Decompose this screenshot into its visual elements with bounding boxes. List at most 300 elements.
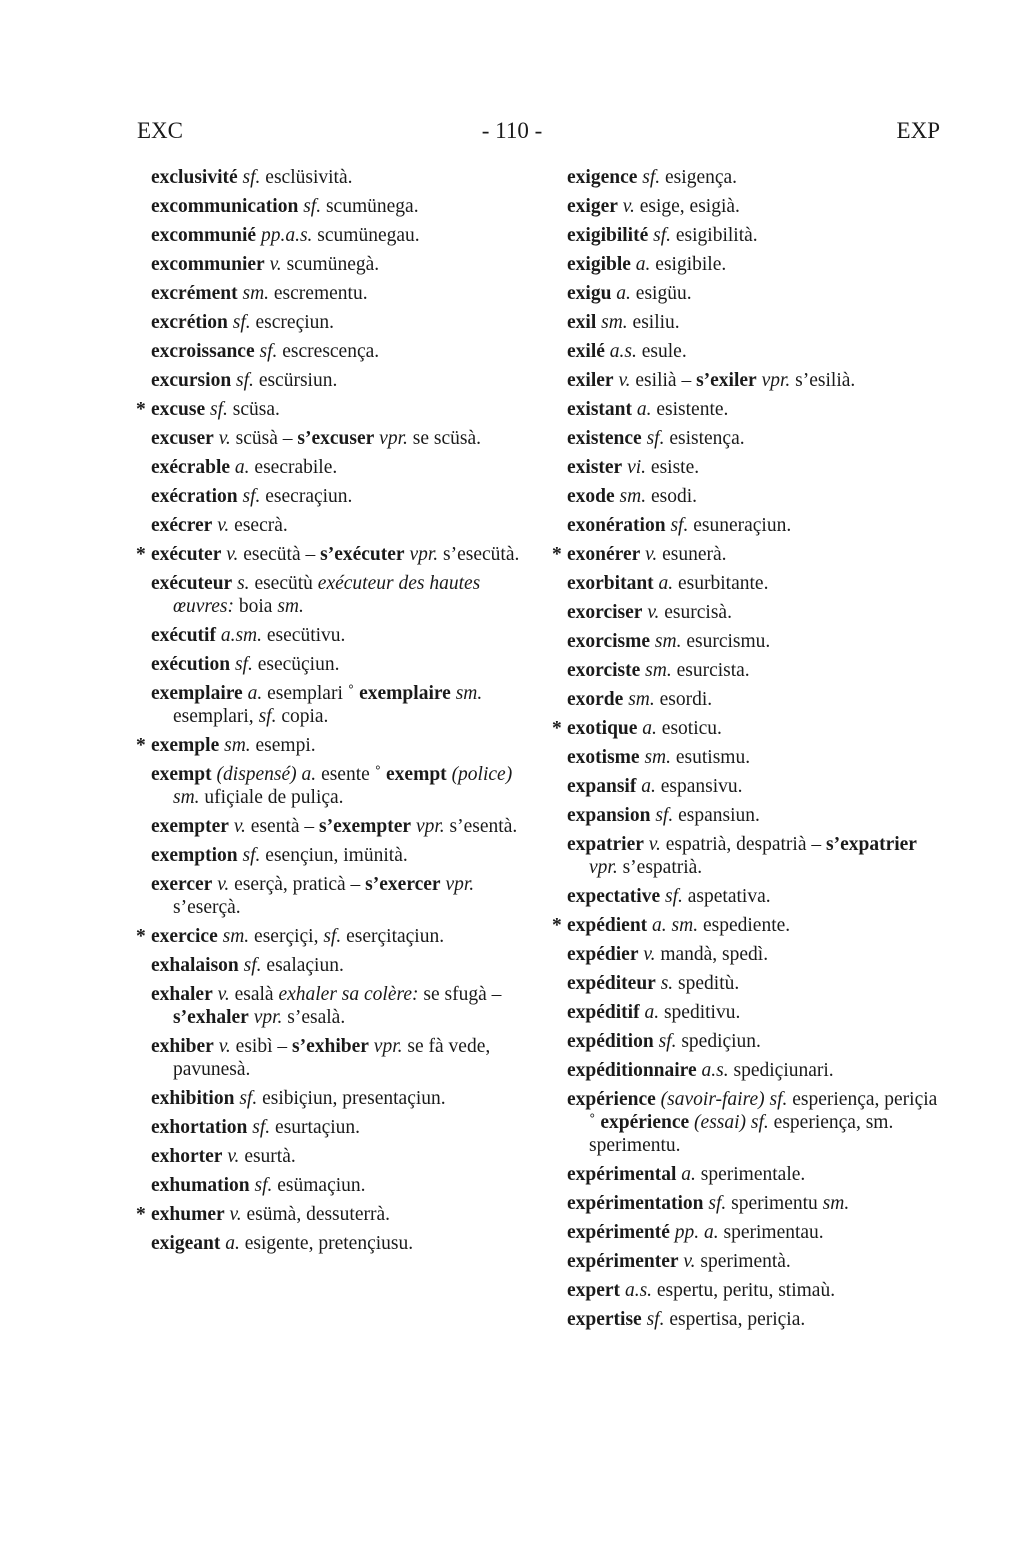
headword: s’exhiber	[292, 1036, 369, 1057]
right-column	[552, 163, 945, 1334]
headword: excrément	[151, 283, 238, 304]
translation: esilià	[635, 370, 677, 391]
dictionary-entry	[567, 969, 945, 998]
translation: esecütà	[243, 544, 301, 565]
grammar-label: s.	[660, 973, 674, 994]
translation: esodi.	[650, 486, 697, 507]
headword: expansion	[567, 805, 651, 826]
translation: s’eserçà.	[173, 897, 241, 918]
translation: boia	[238, 596, 273, 617]
translation: escrementu.	[273, 283, 368, 304]
dictionary-entry	[151, 621, 523, 650]
translation: esigente, pretençiusu.	[244, 1233, 414, 1254]
grammar-label: sm.	[645, 660, 672, 681]
grammar-label: sm.	[222, 926, 250, 947]
headword: exilé	[567, 341, 605, 362]
translation: scumünegau.	[317, 225, 420, 246]
dictionary-entry	[567, 1305, 945, 1334]
dictionary-entry	[151, 650, 523, 679]
grammar-label: sf.	[303, 196, 322, 217]
grammar-label: sm.	[277, 596, 304, 617]
translation: esuneraçiun.	[693, 515, 792, 536]
dictionary-entry	[136, 731, 523, 760]
translation: scumünega.	[325, 196, 419, 217]
headword: exotisme	[567, 747, 640, 768]
entry-star-mark: *	[552, 544, 562, 565]
grammar-label: sf.	[258, 706, 277, 727]
grammar-label: sf.	[259, 341, 278, 362]
entry-star-mark: *	[552, 915, 562, 936]
headword: exister	[567, 457, 623, 478]
headword: s’excuser	[297, 428, 375, 449]
dictionary-entry	[567, 940, 945, 969]
grammar-label: sf.	[242, 845, 261, 866]
dictionary-entry	[151, 760, 523, 812]
grammar-label: sm.	[619, 486, 647, 507]
headword: exode	[567, 486, 615, 507]
headword: excursion	[151, 370, 232, 391]
grammar-label: pp.a.s.	[260, 225, 313, 246]
headword: excommunier	[151, 254, 265, 275]
headword: excuser	[151, 428, 214, 449]
translation: esecüçiun.	[257, 654, 340, 675]
headword: exhalaison	[151, 955, 239, 976]
translation: esurcisà.	[664, 602, 732, 623]
headword: expectative	[567, 886, 661, 907]
dictionary-entry	[567, 1276, 945, 1305]
grammar-label: (police) sm.	[173, 764, 513, 808]
dictionary-entry	[567, 192, 945, 221]
grammar-label: exécuteur des hautes œuvres:	[173, 573, 481, 617]
headword: exécrer	[151, 515, 213, 536]
headword: exemplaire	[151, 683, 243, 704]
headword: exorbitant	[567, 573, 654, 594]
grammar-label: sf.	[210, 399, 228, 420]
dictionary-entry	[567, 743, 945, 772]
headword: exempt	[386, 764, 447, 785]
translation: escrescença.	[282, 341, 380, 362]
grammar-label: sf.	[254, 1175, 273, 1196]
dictionary-entry	[567, 279, 945, 308]
translation: eserçiçi,	[254, 926, 319, 947]
grammar-label: v.	[683, 1251, 696, 1272]
dictionary-entry: exhaler v. esalà exhaler sa colère: se sfugà – s’exhaler vpr. s’esalà.	[151, 984, 502, 1028]
dictionary-entry	[151, 279, 523, 308]
grammar-label: v.	[643, 944, 656, 965]
grammar-label: a.	[234, 457, 250, 478]
translation: esümaçiun.	[277, 1175, 366, 1196]
grammar-label: sf.	[646, 428, 665, 449]
headword: exigence	[567, 167, 638, 188]
headword: existence	[567, 428, 642, 449]
translation: esiliu.	[632, 312, 680, 333]
translation: esclüsività.	[265, 167, 353, 188]
translation: esempi.	[255, 735, 316, 756]
headword: expédier	[567, 944, 639, 965]
headword: exécuter	[151, 544, 222, 565]
translation: esemplari,	[173, 706, 254, 727]
grammar-label: sf.	[658, 1031, 677, 1052]
headword: expérimenté	[567, 1222, 670, 1243]
headword: exigu	[567, 283, 612, 304]
grammar-label: sm.	[628, 689, 655, 710]
translation: scüsa.	[232, 399, 280, 420]
grammar-label: (essai) sf.	[694, 1112, 769, 1133]
translation: escreçiun.	[255, 312, 335, 333]
dictionary-entry	[151, 308, 523, 337]
dictionary-entry	[567, 482, 945, 511]
translation: espertu, peritu, stimaù.	[656, 1280, 836, 1301]
translation: scüsà	[235, 428, 278, 449]
headword: exercer	[151, 874, 213, 895]
dictionary-entry	[567, 453, 945, 482]
grammar-label: vpr.	[589, 857, 618, 878]
grammar-label: a.	[616, 283, 631, 304]
translation: sperimentu	[731, 1193, 818, 1214]
translation: espertisa, periçia.	[669, 1309, 806, 1330]
left-column	[136, 163, 523, 1258]
translation: esule.	[641, 341, 687, 362]
headword: exorciser	[567, 602, 643, 623]
grammar-label: vpr.	[445, 874, 475, 895]
headword: exemple	[151, 735, 220, 756]
translation: espansiun.	[678, 805, 760, 826]
headword: exécration	[151, 486, 238, 507]
translation: esalaçiun.	[266, 955, 344, 976]
dictionary-entry	[567, 569, 945, 598]
headword: exorciste	[567, 660, 641, 681]
dictionary-entry	[151, 1142, 523, 1171]
headword: expert	[567, 1280, 621, 1301]
translation: esecütù	[254, 573, 313, 594]
translation: s’esentà.	[449, 816, 518, 837]
translation: esige, esigià.	[639, 196, 740, 217]
entry-star-mark: *	[136, 926, 146, 947]
headword: expansif	[567, 776, 637, 797]
headword: excommunié	[151, 225, 257, 246]
grammar-label: pp. a.	[674, 1222, 719, 1243]
grammar-label: a.	[644, 1002, 660, 1023]
headword: expérimental	[567, 1164, 677, 1185]
header-right-guideword: EXP	[896, 118, 940, 143]
grammar-label: sm.	[242, 283, 270, 304]
headword: expéditeur	[567, 973, 656, 994]
dictionary-entry	[151, 1113, 523, 1142]
grammar-label: sf.	[653, 225, 672, 246]
dictionary-entry	[567, 511, 945, 540]
dictionary-entry	[151, 1171, 523, 1200]
page-header	[0, 118, 1024, 148]
translation: se scüsà.	[412, 428, 481, 449]
translation: sperimentale.	[700, 1164, 806, 1185]
grammar-label: a.	[641, 776, 656, 797]
headword: exil	[567, 312, 597, 333]
headword: exclusivité	[151, 167, 238, 188]
grammar-label: v.	[618, 370, 631, 391]
dictionary-entry	[567, 1218, 945, 1247]
translation: esperiença, periçia ˚	[589, 1089, 938, 1133]
grammar-label: sf.	[642, 167, 661, 188]
translation: escürsiun.	[258, 370, 338, 391]
headword: expérience	[567, 1089, 656, 1110]
headword: excommunication	[151, 196, 299, 217]
translation: esunerà.	[662, 544, 727, 565]
translation: spediçiunari.	[733, 1060, 834, 1081]
grammar-label: vpr.	[409, 544, 439, 565]
dictionary-entry	[552, 911, 945, 940]
dictionary-entry	[552, 540, 945, 569]
translation: espatrià, despatrià	[665, 834, 807, 855]
translation: esecraçiun.	[265, 486, 353, 507]
grammar-label: a.	[642, 718, 657, 739]
headword: exiger	[567, 196, 618, 217]
translation: esemplari ˚	[267, 683, 355, 704]
headword: exhumation	[151, 1175, 250, 1196]
grammar-label: sm.	[601, 312, 628, 333]
grammar-label: sm.	[455, 683, 483, 704]
headword: exigibilité	[567, 225, 649, 246]
grammar-label: a. sm.	[652, 915, 699, 936]
grammar-label: sf.	[655, 805, 674, 826]
dictionary-entry	[567, 627, 945, 656]
headword: exigible	[567, 254, 631, 275]
dictionary-entry	[151, 192, 523, 221]
dictionary-entry	[151, 511, 523, 540]
headword: expéditif	[567, 1002, 640, 1023]
translation: esurcismu.	[686, 631, 771, 652]
headword: expérimenter	[567, 1251, 679, 1272]
translation: esutismu.	[675, 747, 751, 768]
translation: scumünegà.	[286, 254, 380, 275]
headword: expertise	[567, 1309, 642, 1330]
dictionary-entry	[567, 882, 945, 911]
grammar-label: sf.	[665, 886, 683, 907]
headword: excroissance	[151, 341, 255, 362]
headword: exonérer	[567, 544, 641, 565]
dictionary-entry	[567, 1056, 945, 1085]
translation: s’esecütà.	[443, 544, 520, 565]
grammar-label: v.	[217, 515, 230, 536]
headword: exemption	[151, 845, 238, 866]
entry-star-mark: *	[136, 399, 146, 420]
entry-star-mark: *	[136, 1204, 146, 1225]
headword: exempter	[151, 816, 229, 837]
dictionary-entry	[552, 714, 945, 743]
headword: exhiber	[151, 1036, 214, 1057]
grammar-label: sm.	[822, 1193, 850, 1214]
grammar-label: a.s.	[609, 341, 637, 362]
translation: espediente.	[702, 915, 791, 936]
dictionary-entry: expatrier v. espatrià, despatrià – s’expatrier vpr. s’espatrià.	[567, 834, 917, 878]
grammar-label: v.	[217, 874, 230, 895]
dictionary-entry	[567, 424, 945, 453]
grammar-label: vpr.	[373, 1036, 403, 1057]
headword: s’exempter	[319, 816, 412, 837]
translation: esecrabile.	[254, 457, 338, 478]
headword: exempt	[151, 764, 212, 785]
grammar-label: sf.	[252, 1117, 271, 1138]
grammar-label: sf.	[234, 654, 253, 675]
grammar-label: sf.	[708, 1193, 727, 1214]
grammar-label: v.	[645, 544, 658, 565]
headword: expérimentation	[567, 1193, 704, 1214]
headword: expédition	[567, 1031, 654, 1052]
grammar-label: a.	[635, 254, 651, 275]
translation: aspetativa.	[687, 886, 771, 907]
grammar-label: v.	[229, 1204, 242, 1225]
translation: ufiçiale de puliça.	[204, 787, 344, 808]
translation: esoticu.	[661, 718, 722, 739]
grammar-label: vpr.	[761, 370, 791, 391]
translation: se fà vede, pavunesà.	[173, 1036, 491, 1080]
headword: exonération	[567, 515, 666, 536]
translation: esistença.	[669, 428, 745, 449]
grammar-label: sf.	[236, 370, 254, 391]
entry-star-mark: *	[136, 544, 146, 565]
grammar-label: a.s.	[624, 1280, 653, 1301]
headword: exécutif	[151, 625, 216, 646]
grammar-label: v.	[218, 1036, 231, 1057]
headword: exhortation	[151, 1117, 248, 1138]
dictionary-entry	[567, 1085, 945, 1160]
grammar-label: sm.	[654, 631, 682, 652]
dictionary-entry: exempter v. esentà – s’exempter vpr. s’esentà.	[151, 816, 518, 837]
grammar-label: sf.	[646, 1309, 665, 1330]
translation: espansivu.	[660, 776, 743, 797]
headword: excuse	[151, 399, 206, 420]
entry-star-mark: *	[136, 735, 146, 756]
dictionary-entry	[567, 1247, 945, 1276]
dictionary-entry	[151, 679, 523, 731]
grammar-label: a.s.	[701, 1060, 729, 1081]
headword: exercice	[151, 926, 218, 947]
headword: s’exercer	[365, 874, 441, 895]
translation: esentà	[250, 816, 300, 837]
grammar-label: s.	[237, 573, 250, 594]
grammar-label: exhaler sa colère:	[278, 984, 419, 1005]
dictionary-entry	[567, 1189, 945, 1218]
translation: esigença.	[665, 167, 738, 188]
grammar-label: a.	[681, 1164, 696, 1185]
headword: excrétion	[151, 312, 228, 333]
dictionary-entry	[151, 163, 523, 192]
grammar-label: v.	[226, 544, 239, 565]
grammar-label: vpr.	[253, 1007, 283, 1028]
grammar-label: v.	[233, 816, 246, 837]
dictionary-entry	[567, 395, 945, 424]
translation: se sfugà	[423, 984, 487, 1005]
dictionary-entry	[567, 801, 945, 830]
dictionary-entry	[151, 366, 523, 395]
dictionary-entry: exhiber v. esibì – s’exhiber vpr. se fà vede, pavunesà.	[151, 1036, 491, 1080]
translation: esigibilità.	[675, 225, 758, 246]
headword: exhaler	[151, 984, 213, 1005]
grammar-label: v.	[648, 834, 661, 855]
translation: spediçiun.	[681, 1031, 761, 1052]
grammar-label: a.	[225, 1233, 240, 1254]
grammar-label: vpr.	[415, 816, 445, 837]
grammar-label: sf.	[670, 515, 689, 536]
grammar-label: a.	[636, 399, 652, 420]
headword: s’exiler	[696, 370, 757, 391]
grammar-label: a.	[658, 573, 674, 594]
dictionary-entry	[567, 337, 945, 366]
headword: exhumer	[151, 1204, 225, 1225]
headword: s’exécuter	[320, 544, 405, 565]
translation: s’espatrià.	[622, 857, 703, 878]
translation: esurbitante.	[678, 573, 769, 594]
translation: eserçà, praticà	[234, 874, 346, 895]
headword: exigeant	[151, 1233, 221, 1254]
translation: esençiun, imünità.	[265, 845, 408, 866]
dictionary-entry: exiler v. esilià – s’exiler vpr. s’esilià.	[567, 370, 856, 391]
dictionary-entry	[136, 395, 523, 424]
dictionary-entry	[567, 1027, 945, 1056]
dictionary-entry	[567, 250, 945, 279]
translation: esigibile.	[655, 254, 727, 275]
headword: s’exhaler	[173, 1007, 249, 1028]
page-number: - 110 -	[481, 118, 543, 143]
grammar-label: v.	[269, 254, 282, 275]
translation: esurtà.	[244, 1146, 296, 1167]
dictionary-entry	[567, 221, 945, 250]
headword: exotique	[567, 718, 638, 739]
dictionary-entry	[567, 308, 945, 337]
translation: esperiença, sm. sperimentu.	[589, 1112, 894, 1156]
dictionary-entry: excuser v. scüsà – s’excuser vpr. se scüsà.	[151, 428, 481, 449]
header-left-guideword: EXC	[137, 118, 183, 143]
translation: mandà, spedì.	[660, 944, 769, 965]
grammar-label: vpr.	[379, 428, 408, 449]
dictionary-entry	[136, 1200, 523, 1229]
translation: sperimentà.	[700, 1251, 791, 1272]
translation: esordi.	[659, 689, 713, 710]
grammar-label: sm.	[644, 747, 671, 768]
dictionary-entry	[567, 772, 945, 801]
headword: exiler	[567, 370, 614, 391]
headword: existant	[567, 399, 632, 420]
dictionary-entry	[151, 337, 523, 366]
translation: copia.	[281, 706, 329, 727]
translation: esalà	[234, 984, 274, 1005]
headword: exécuteur	[151, 573, 233, 594]
translation: s’esilià.	[795, 370, 856, 391]
headword: exécrable	[151, 457, 231, 478]
grammar-label: (dispensé) a.	[216, 764, 317, 785]
translation: esigüu.	[635, 283, 692, 304]
dictionary-entry	[151, 841, 523, 870]
entry-star-mark: *	[552, 718, 562, 739]
dictionary-entry	[567, 998, 945, 1027]
grammar-label: sf.	[323, 926, 342, 947]
translation: esümà, dessuterrà.	[246, 1204, 390, 1225]
headword: exorcisme	[567, 631, 651, 652]
dictionary-entry	[151, 250, 523, 279]
headword: expédient	[567, 915, 648, 936]
dictionary-entry	[567, 163, 945, 192]
dictionary-entry	[567, 685, 945, 714]
translation: s’esalà.	[287, 1007, 346, 1028]
headword: exécution	[151, 654, 231, 675]
grammar-label: v.	[622, 196, 635, 217]
translation: esecrà.	[234, 515, 288, 536]
translation: esente ˚	[321, 764, 382, 785]
dictionary-entry	[567, 1160, 945, 1189]
grammar-label: a.sm.	[220, 625, 263, 646]
grammar-label: v.	[218, 428, 231, 449]
headword: exemplaire	[359, 683, 451, 704]
translation: esecütivu.	[266, 625, 346, 646]
